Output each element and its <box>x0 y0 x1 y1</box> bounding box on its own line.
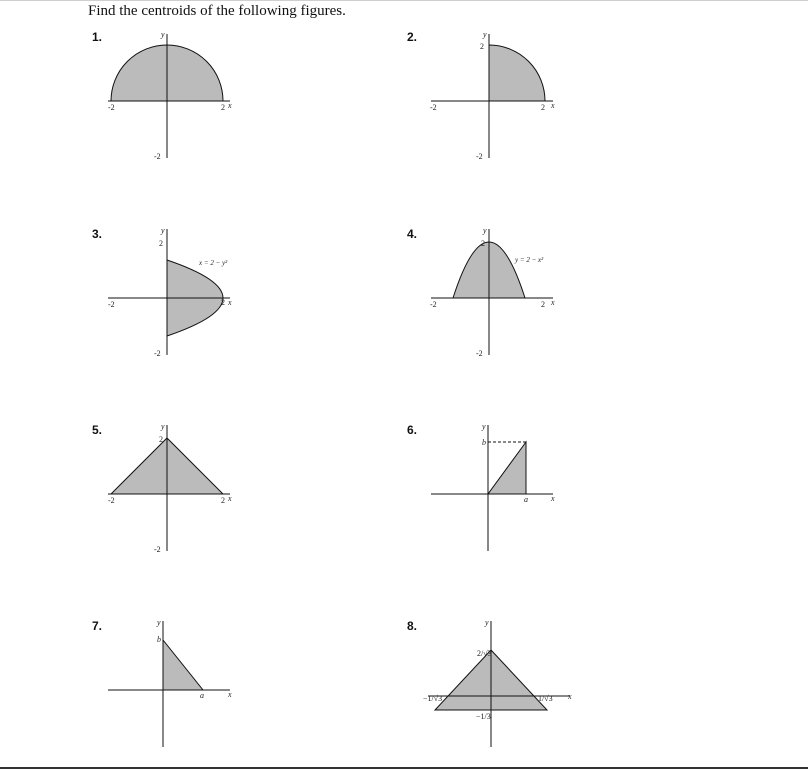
figure-4-parabola-region <box>420 225 570 365</box>
figure-2-tick-left: -2 <box>430 103 437 112</box>
figure-3-x-label: x <box>228 298 232 307</box>
figure-8-tick-bottom: −1/3 <box>476 712 491 721</box>
figure-6-region <box>488 442 526 494</box>
figure-7-triangle <box>100 617 250 757</box>
figure-3-tick-top: 2 <box>159 239 163 248</box>
figure-2-tick-right: 2 <box>541 103 545 112</box>
figure-6-tick-a: a <box>524 495 528 504</box>
figure-6-tick-b: b <box>482 438 486 447</box>
figure-8-triangle <box>420 617 580 757</box>
page-heading: Find the centroids of the following figures. <box>88 3 346 19</box>
figure-8-y-label: y <box>485 618 489 627</box>
figure-4-tick-left: -2 <box>430 300 437 309</box>
figure-2-x-label: x <box>551 101 555 110</box>
figure-1-semicircle <box>100 28 250 168</box>
figure-6-triangle <box>420 421 570 561</box>
figure-4-equation: y = 2 − x² <box>515 256 544 264</box>
figure-5-tick-left: -2 <box>108 496 115 505</box>
figure-3-parabola-region <box>100 225 250 365</box>
figure-3-tick-bottom: -2 <box>154 349 161 358</box>
figure-8-number: 8. <box>407 619 418 633</box>
figure-7-tick-a: a <box>200 691 204 700</box>
figure-1-tick-left: -2 <box>108 103 115 112</box>
figure-5-triangle <box>100 421 250 561</box>
figure-3-equation: x = 2 − y² <box>199 259 228 267</box>
figure-7-region <box>163 640 203 690</box>
bottom-rule <box>0 767 808 769</box>
figure-8-x-label: x <box>568 692 572 701</box>
figure-3-number: 3. <box>92 227 103 241</box>
figure-2-quarter-circle <box>420 28 570 168</box>
figure-1-y-label: y <box>161 30 165 39</box>
figure-5-tick-right: 2 <box>221 496 225 505</box>
figure-8-tick-left: −1/√3 <box>423 694 443 703</box>
figure-4-tick-top: 2 <box>481 239 485 248</box>
figure-2-tick-top: 2 <box>480 42 484 51</box>
figure-7-number: 7. <box>92 619 103 633</box>
figure-5-number: 5. <box>92 423 103 437</box>
figure-3-y-label: y <box>161 226 165 235</box>
figure-1-tick-bottom: -2 <box>154 152 161 161</box>
figure-4-number: 4. <box>407 227 418 241</box>
figure-5-tick-top: 2 <box>159 435 163 444</box>
figure-4-x-label: x <box>551 298 555 307</box>
figure-8-tick-top: 2/√3 <box>477 649 492 658</box>
figure-2-y-label: y <box>483 30 487 39</box>
figure-7-x-label: x <box>228 690 232 699</box>
figure-1-number: 1. <box>92 30 103 44</box>
figure-2-number: 2. <box>407 30 418 44</box>
figure-6-y-label: y <box>482 422 486 431</box>
figure-3-tick-left: -2 <box>108 300 115 309</box>
figure-4-tick-right: 2 <box>541 300 545 309</box>
top-rule <box>0 0 808 1</box>
figure-1-x-label: x <box>228 101 232 110</box>
figure-8-tick-right: 1/√3 <box>538 694 553 703</box>
figure-5-y-label: y <box>161 422 165 431</box>
figure-5-x-label: x <box>228 494 232 503</box>
figure-2-tick-bottom: -2 <box>476 152 483 161</box>
figure-1-tick-right: 2 <box>221 103 225 112</box>
figure-7-y-label: y <box>157 618 161 627</box>
figure-4-y-label: y <box>483 226 487 235</box>
figure-6-x-label: x <box>551 494 555 503</box>
figure-6-number: 6. <box>407 423 418 437</box>
figure-3-tick-right: 2 <box>221 298 225 307</box>
figure-7-tick-b: b <box>157 635 161 644</box>
figure-5-tick-bottom: -2 <box>154 545 161 554</box>
figure-2-region <box>489 45 545 101</box>
figure-4-tick-bottom: -2 <box>476 349 483 358</box>
